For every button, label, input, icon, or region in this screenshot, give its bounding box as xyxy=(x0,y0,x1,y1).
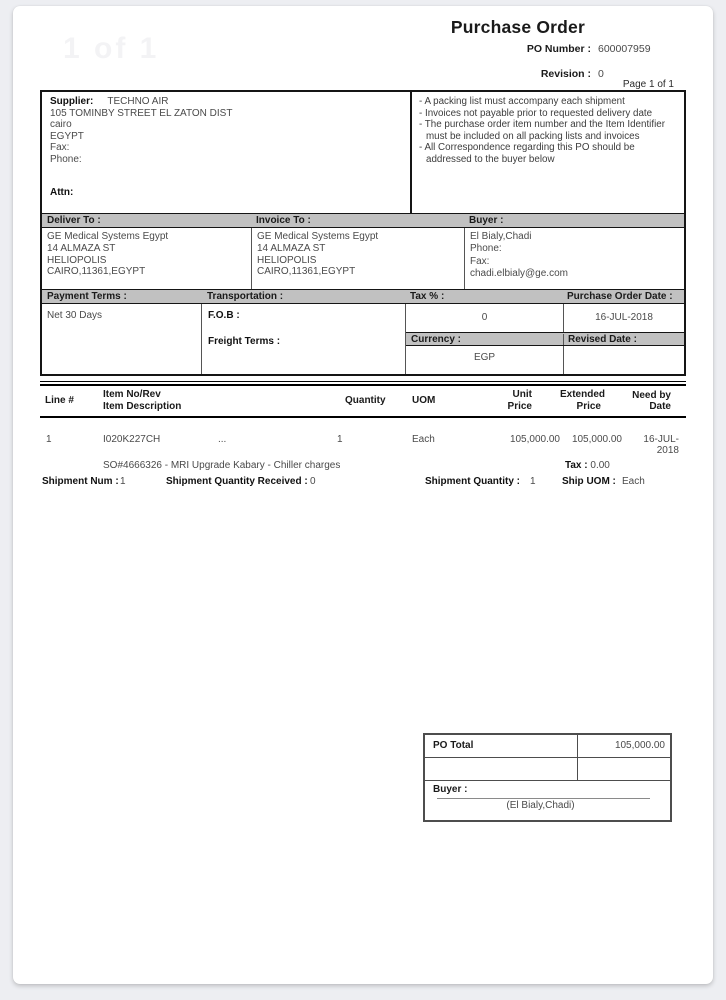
page-indicator: Page 1 of 1 xyxy=(622,79,674,90)
terms-header-band xyxy=(42,289,684,304)
revision-value: 0 xyxy=(598,68,604,80)
buyer-name: El Bialy,Chadi xyxy=(470,231,532,242)
document-page xyxy=(13,6,713,984)
po-total-empty-row xyxy=(425,758,670,781)
shipment-qty-value: 1 xyxy=(530,476,536,487)
deliver-line: CAIRO,11361,EGYPT xyxy=(47,266,146,278)
deliver-line: GE Medical Systems Egypt xyxy=(47,231,169,242)
currency-value: EGP xyxy=(473,352,496,363)
supplier-address-2: cairo xyxy=(50,119,72,131)
currency-header-band xyxy=(406,332,684,346)
empty-cell xyxy=(425,758,577,780)
supplier-cell xyxy=(42,92,410,213)
payment-terms-label: Payment Terms : xyxy=(47,291,127,302)
signature-buyer-label: Buyer : xyxy=(433,784,468,795)
deliver-to-address xyxy=(42,228,251,289)
transportation-cell xyxy=(201,304,405,374)
revised-date-label: Revised Date : xyxy=(563,334,684,345)
item-line-number: 1 xyxy=(46,434,52,445)
po-number-row xyxy=(526,43,651,55)
po-number-label: PO Number : xyxy=(526,43,591,55)
supplier-fax-label: Fax: xyxy=(50,142,70,154)
item-description-row xyxy=(40,460,686,473)
supplier-label: Supplier: xyxy=(50,96,94,107)
supplier-name: TECHNO AIR xyxy=(107,96,169,107)
fob-label: F.O.B : xyxy=(208,310,240,321)
buyer-info xyxy=(464,228,684,289)
item-tax-label: Tax : xyxy=(565,460,588,471)
table-row xyxy=(40,434,686,456)
item-uom: Each xyxy=(412,434,435,445)
ship-uom-value: Each xyxy=(622,476,645,487)
items-table-header xyxy=(40,384,686,418)
item-extended-price: 105,000.00 xyxy=(571,434,622,445)
supplier-phone-label: Phone: xyxy=(50,153,82,165)
terms-section xyxy=(42,304,684,374)
address-section xyxy=(42,228,684,289)
document-header xyxy=(40,6,686,90)
tax-date-cell xyxy=(405,304,684,374)
po-note: - All Correspondence regarding this PO should be addressed to the buyer below xyxy=(419,142,635,165)
currency-values xyxy=(406,346,684,374)
shipment-qty-received-label: Shipment Quantity Received : xyxy=(166,476,308,487)
supplier-section xyxy=(42,92,684,213)
shipment-qty-received-value: 0 xyxy=(310,476,316,487)
item-dots: ... xyxy=(218,434,227,445)
shipment-row xyxy=(40,476,686,490)
revision-label: Revision : xyxy=(540,68,591,80)
supplier-address-3: EGYPT xyxy=(50,130,84,142)
col-quantity: Quantity xyxy=(345,395,386,406)
supplier-attn-label: Attn: xyxy=(50,186,74,198)
col-item-no: Item No/Rev xyxy=(103,389,161,400)
col-need-by-date: Need by Date xyxy=(632,389,671,412)
po-total-label: PO Total xyxy=(433,740,474,751)
item-number: I020K227CH xyxy=(103,434,161,445)
invoice-to-label: Invoice To : xyxy=(256,215,311,226)
buyer-email: chadi.elbialy@ge.com xyxy=(470,267,568,279)
item-tax-value: 0.00 xyxy=(590,460,610,471)
col-uom: UOM xyxy=(412,395,436,406)
revised-date-value xyxy=(563,346,684,374)
currency-label: Currency : xyxy=(411,333,462,345)
tax-date-values xyxy=(406,304,684,332)
po-total-box xyxy=(423,733,672,822)
empty-cell xyxy=(577,758,670,780)
col-extended-price: Extended Price xyxy=(560,389,606,412)
invoice-to-address xyxy=(251,228,464,289)
transportation-label: Transportation : xyxy=(207,291,284,302)
supplier-name-row xyxy=(50,96,402,108)
deliver-line: 14 ALMAZA ST xyxy=(47,242,116,254)
item-description: SO#4666326 - MRI Upgrade Kabary - Chiller charges xyxy=(103,460,341,471)
item-need-by-date: 16-JUL-2018 xyxy=(643,434,679,456)
supplier-address-1: 105 TOMINBY STREET EL ZATON DIST xyxy=(50,107,233,119)
deliver-line: HELIOPOLIS xyxy=(47,254,107,266)
signature-line xyxy=(437,798,650,799)
buyer-phone-label: Phone: xyxy=(470,243,502,255)
tax-percent-label: Tax % : xyxy=(410,291,445,302)
shipment-num-label: Shipment Num : xyxy=(42,476,119,487)
address-header-band xyxy=(42,213,684,228)
col-item-desc: Item Description xyxy=(103,400,182,412)
buyer-fax-label: Fax: xyxy=(470,255,490,267)
po-total-value: 105,000.00 xyxy=(577,735,670,757)
col-unit-price: Unit Price xyxy=(507,389,532,412)
po-total-row xyxy=(425,735,670,758)
shipment-num-value: 1 xyxy=(120,476,126,487)
po-main-box xyxy=(40,90,686,376)
watermark: 1 of 1 xyxy=(63,32,160,65)
freight-terms-label: Freight Terms : xyxy=(208,336,281,347)
tax-percent-value: 0 xyxy=(481,312,488,323)
ship-uom-label: Ship UOM : xyxy=(562,476,616,487)
items-table xyxy=(40,381,686,490)
po-date-value: 16-JUL-2018 xyxy=(563,304,684,332)
col-item xyxy=(103,389,218,412)
po-number-value: 600007959 xyxy=(598,43,651,55)
invoice-line: GE Medical Systems Egypt xyxy=(257,231,379,242)
deliver-to-label: Deliver To : xyxy=(47,215,101,226)
item-unit-price: 105,000.00 xyxy=(509,434,560,445)
po-note: - The purchase order item number and the Item Identifier must be included on all packing lists and invoices xyxy=(419,119,665,142)
col-line-number: Line # xyxy=(45,395,74,406)
buyer-signature-area xyxy=(425,781,670,818)
invoice-line: 14 ALMAZA ST xyxy=(257,242,326,254)
payment-terms-value: Net 30 Days xyxy=(47,310,103,321)
po-note: - Invoices not payable prior to requested delivery date xyxy=(419,107,653,119)
page-title: Purchase Order xyxy=(450,17,585,37)
shipment-qty-label: Shipment Quantity : xyxy=(425,476,520,487)
signature-name: (El Bialy,Chadi) xyxy=(506,800,575,811)
buyer-label: Buyer : xyxy=(469,215,504,226)
item-tax xyxy=(565,460,610,471)
po-note: - A packing list must accompany each shipment xyxy=(419,96,625,107)
invoice-line: CAIRO,11361,EGYPT xyxy=(257,266,356,278)
po-date-label: Purchase Order Date : xyxy=(567,291,673,302)
po-notes xyxy=(410,92,684,213)
invoice-line: HELIOPOLIS xyxy=(257,254,317,266)
item-quantity: 1 xyxy=(337,434,343,445)
